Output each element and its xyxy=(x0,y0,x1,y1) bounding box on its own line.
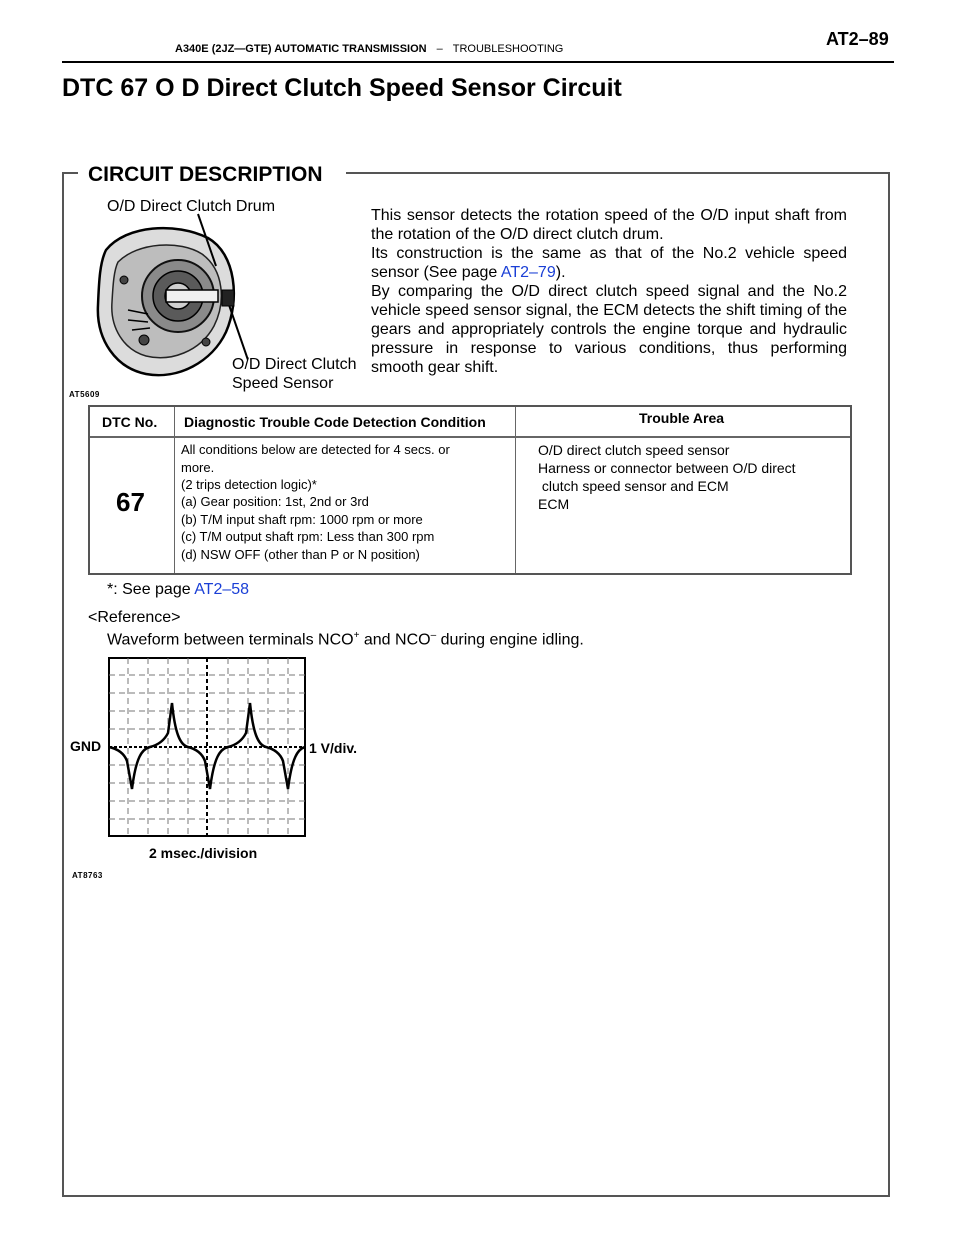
caption-text: Waveform between terminals NCO xyxy=(107,631,354,649)
waveform-caption xyxy=(107,630,584,649)
header-rule xyxy=(62,61,894,63)
figure-code: AT5609 xyxy=(69,390,100,399)
leader-sensor xyxy=(228,302,248,360)
time-scale-label: 2 msec./division xyxy=(149,845,258,861)
condition-line: (2 trips detection logic)* xyxy=(181,477,317,492)
header-dtc-no: DTC No. xyxy=(102,414,158,430)
desc-paragraph-3: By comparing the O/D direct clutch speed signal and the No.2 vehicle speed sensor signal, the ECM detects the shift timing of the gears and appropriately controls the engine torque and hydraulic pressure in response to various conditions, thus performing smooth gear shift. xyxy=(371,283,847,376)
reference-label: <Reference> xyxy=(88,609,181,626)
condition-line: (a) Gear position: 1st, 2nd or 3rd xyxy=(181,494,369,509)
drum-label: O/D Direct Clutch Drum xyxy=(107,198,276,215)
transmission-illustration xyxy=(88,210,248,385)
condition-line: All conditions below are detected for 4 secs. or xyxy=(181,442,450,457)
caption-sup: + xyxy=(353,630,360,641)
page-link-at2-79[interactable]: AT2–79 xyxy=(500,264,556,281)
manual-title: A340E (2JZ—GTE) AUTOMATIC TRANSMISSION xyxy=(175,43,427,55)
caption-sup: – xyxy=(430,630,437,641)
section-heading: CIRCUIT DESCRIPTION xyxy=(88,163,323,186)
sensor-label-line1: O/D Direct Clutch xyxy=(232,356,357,373)
desc-paragraph-2 xyxy=(371,244,847,282)
speed-sensor xyxy=(222,290,234,306)
condition-line: (d) NSW OFF (other than P or N position) xyxy=(181,547,420,562)
oscilloscope-screen xyxy=(108,657,306,837)
trouble-area-line: clutch speed sensor and ECM xyxy=(538,478,729,494)
table-col-rule xyxy=(515,407,516,573)
page-link-at2-58[interactable]: AT2–58 xyxy=(194,581,250,598)
condition-line: more. xyxy=(181,460,215,475)
desc-text: ). xyxy=(555,264,566,281)
voltage-scale-label: 1 V/div. xyxy=(309,740,357,756)
footnote xyxy=(107,581,249,599)
sensor-label-line2: Speed Sensor xyxy=(232,375,334,392)
table-col-rule xyxy=(174,407,175,573)
table-header-rule xyxy=(90,436,850,438)
input-shaft xyxy=(166,290,218,302)
caption-text: during engine idling. xyxy=(436,631,584,649)
waveform-figure-code: AT8763 xyxy=(72,871,103,880)
dtc-code: 67 xyxy=(116,487,145,517)
section-title: TROUBLESHOOTING xyxy=(452,43,564,55)
page-title: DTC 67 O D Direct Clutch Speed Sensor Circuit xyxy=(62,74,622,102)
desc-paragraph-1: This sensor detects the rotation speed of the O/D input shaft from the rotation of the O/D direct clutch drum. xyxy=(371,207,847,243)
desc-text: Its construction is the same as that of the No.2 vehicle speed sensor (See page xyxy=(371,245,847,281)
condition-line: (b) T/M input shaft rpm: 1000 rpm or more xyxy=(181,512,423,527)
header-condition: Diagnostic Trouble Code Detection Condition xyxy=(184,414,486,430)
page-number: AT2–89 xyxy=(826,29,889,49)
gnd-label: GND xyxy=(70,738,102,754)
condition-line: (c) T/M output shaft rpm: Less than 300 rpm xyxy=(181,529,435,544)
header-trouble-area: Trouble Area xyxy=(639,410,725,426)
caption-text: and NCO xyxy=(359,631,431,649)
circuit-description xyxy=(371,206,847,377)
trouble-area-line: O/D direct clutch speed sensor xyxy=(538,442,730,458)
footnote-text: *: See page xyxy=(107,581,195,598)
header-separator: – xyxy=(436,43,443,55)
trouble-area-line: ECM xyxy=(538,496,570,512)
trouble-area-line: Harness or connector between O/D direct xyxy=(538,460,796,476)
dtc-table xyxy=(88,405,852,575)
running-header xyxy=(175,43,563,55)
